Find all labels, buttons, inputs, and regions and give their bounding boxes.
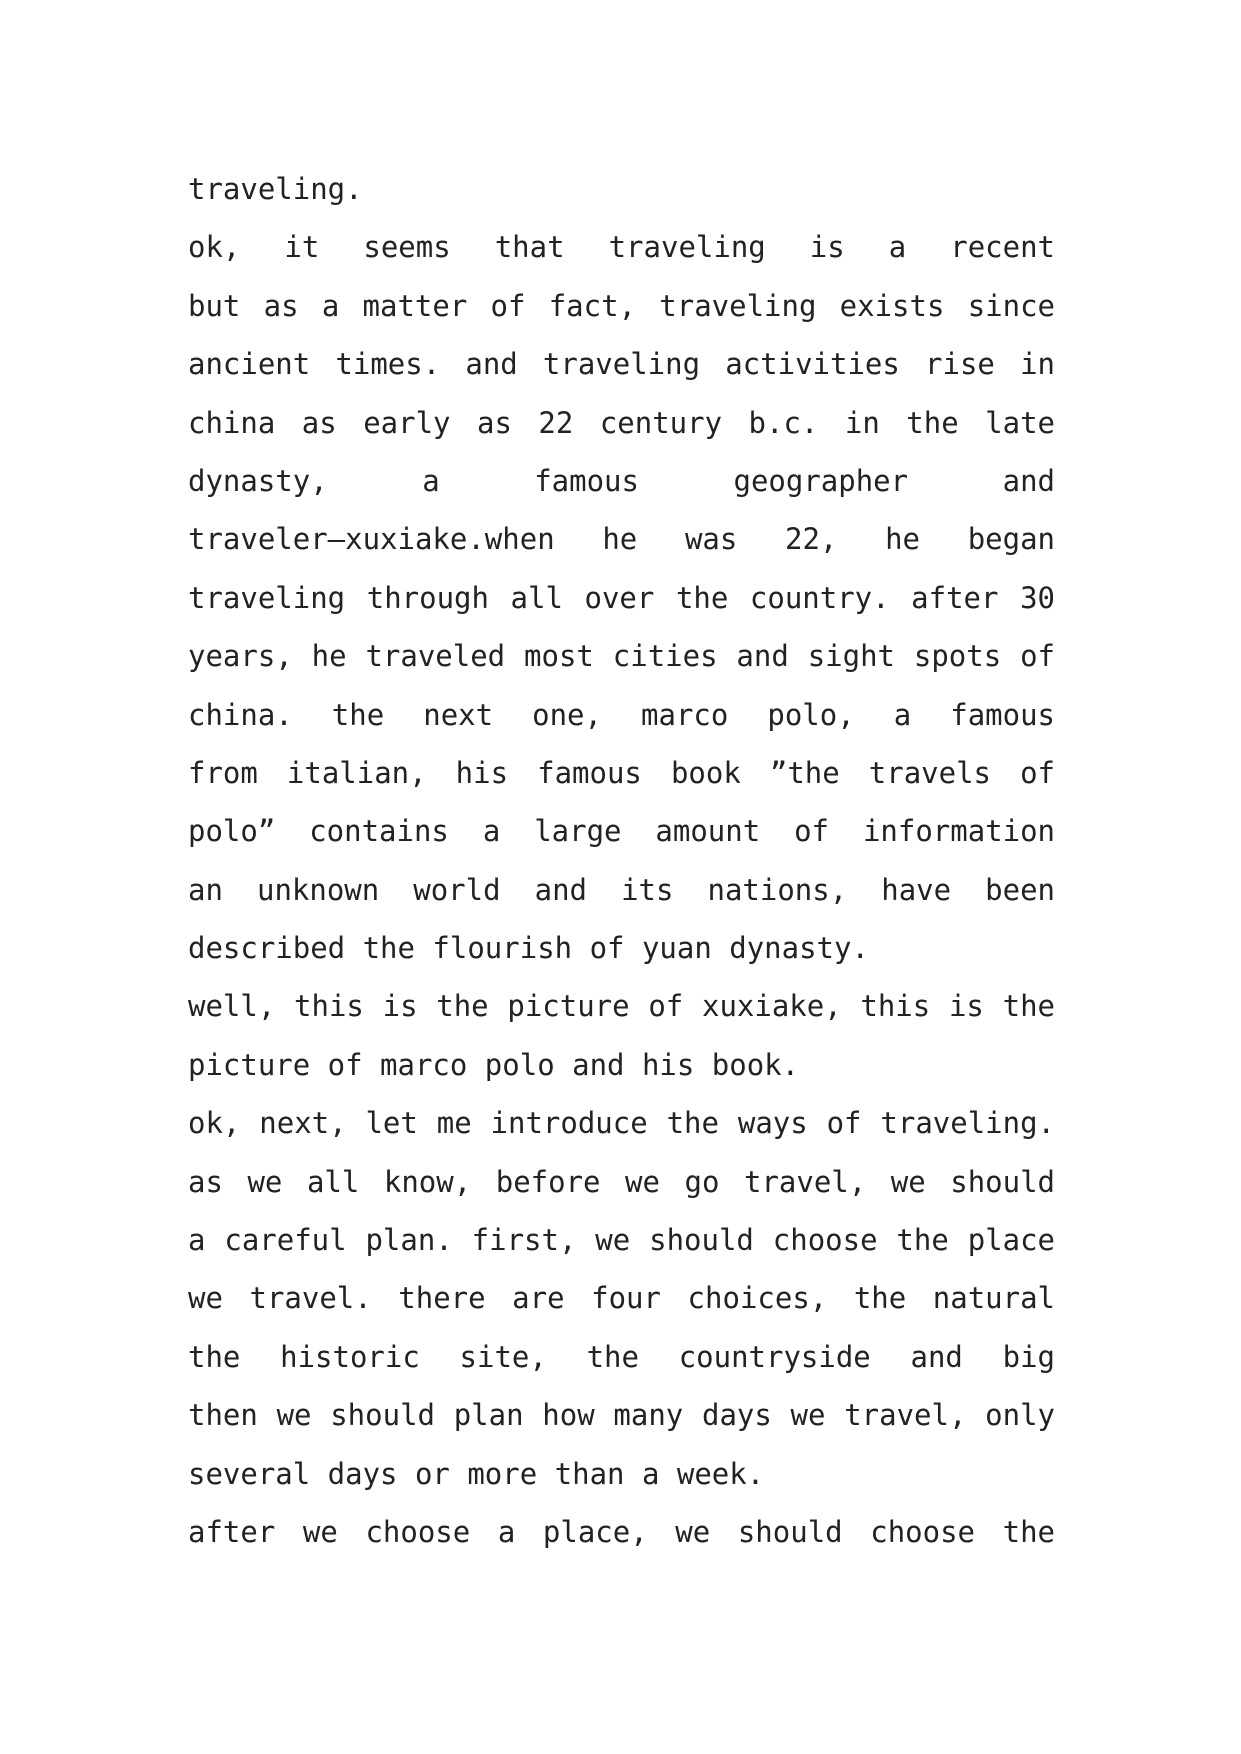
text-line: described the flourish of yuan dynasty. <box>188 931 869 966</box>
paragraph <box>188 977 1055 1094</box>
text-line: as we all know, before we go travel, we should <box>188 1164 1055 1199</box>
text-line: a careful plan. first, we should choose the place <box>188 1223 1055 1258</box>
text-line: china. the next one, marco polo, a famous <box>188 697 1055 732</box>
text-line: years, he traveled most cities and sight spots of <box>188 639 1055 674</box>
text-line: traveling. <box>188 172 363 206</box>
text-line: dynasty, a famous geographer and <box>188 463 1055 498</box>
text-line: after we choose a place, we should choose the <box>188 1514 1055 1549</box>
text-line: ok, it seems that traveling is a recent <box>188 230 1055 265</box>
text-line: ancient times. and traveling activities rise in <box>188 347 1055 382</box>
text-line: ok, next, let me introduce the ways of traveling. <box>188 1106 1055 1141</box>
document-page <box>188 160 1055 1561</box>
text-line: then we should plan how many days we travel, only <box>188 1398 1055 1433</box>
paragraph <box>188 1503 1055 1561</box>
paragraph <box>188 1094 1055 1503</box>
text-line: an unknown world and its nations, have been <box>188 872 1055 907</box>
text-line: traveler—xuxiake.when he was 22, he began <box>188 522 1055 557</box>
text-line: several days or more than a week. <box>188 1456 765 1491</box>
text-line: traveling through all over the country. after 30 <box>188 580 1055 615</box>
document-body <box>188 160 1055 1561</box>
text-line: picture of marco polo and his book. <box>188 1047 800 1082</box>
text-line: well, this is the picture of xuxiake, this is the <box>188 989 1055 1024</box>
text-line: but as a matter of fact, traveling exists since <box>188 288 1055 323</box>
text-line: we travel. there are four choices, the natural <box>188 1281 1055 1316</box>
text-line: polo” contains a large amount of information <box>188 814 1055 849</box>
paragraph <box>188 160 1055 218</box>
text-line: china as early as 22 century b.c. in the late <box>188 405 1055 440</box>
text-line: the historic site, the countryside and big <box>188 1339 1055 1374</box>
text-line: from italian, his famous book ”the travels of <box>188 755 1055 790</box>
paragraph <box>188 218 1055 977</box>
